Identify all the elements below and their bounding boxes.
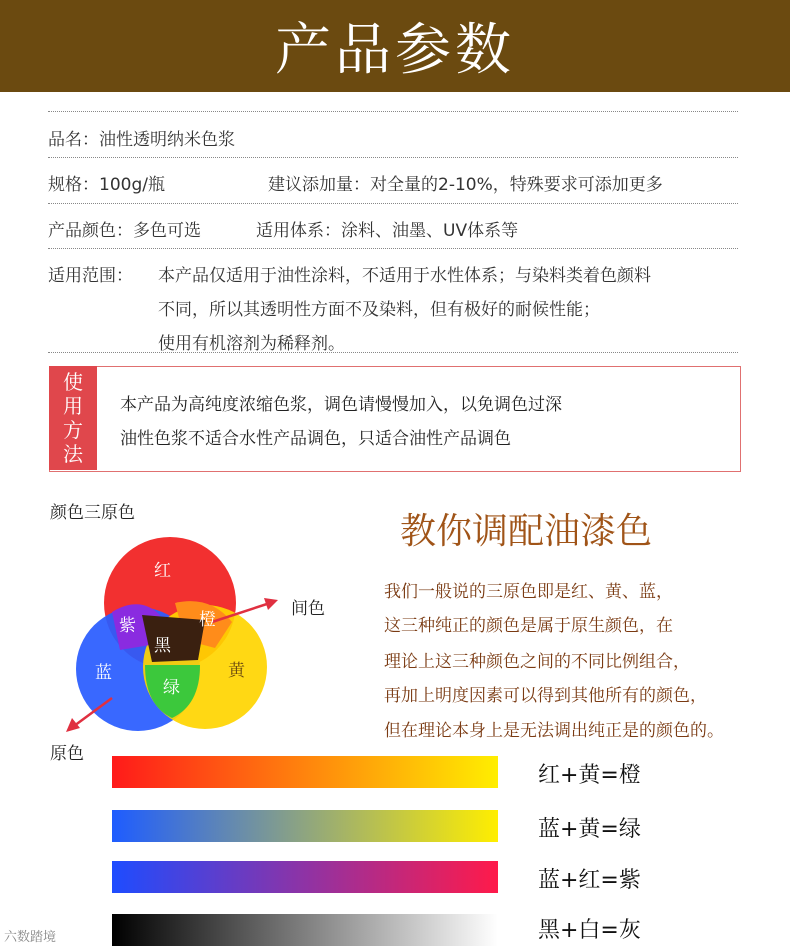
scope-line: 使用有机溶剂为稀释剂。 [158,334,345,354]
secondary-color-label: 间色 [291,599,325,619]
scope-label: 适用范围： [48,266,133,286]
applicable-system: 适用体系：涂料、油墨、UV体系等 [256,221,519,241]
mix-label: 黑+白=灰 [538,918,641,943]
teach-line: 理论上这三种颜色之间的不同比例组合， [384,652,690,672]
teach-line: 但在理论本身上是无法调出纯正是的颜色的。 [384,721,724,741]
purple-label: 紫 [119,616,136,636]
mix-label: 蓝+红=紫 [538,868,641,893]
red-label: 红 [154,561,171,581]
product-spec: 规格：100g/瓶 [48,175,165,195]
usage-line: 油性色浆不适合水性产品调色，只适合油性产品调色 [120,429,511,449]
page-title: 产品参数 [275,18,515,83]
teach-line: 我们一般说的三原色即是红、黄、蓝， [384,582,673,602]
orange-label: 橙 [199,610,216,630]
teach-line: 这三种纯正的颜色是属于原生颜色，在 [384,616,673,636]
primary-colors-title: 颜色三原色 [50,503,135,523]
mix-label: 红+黄=橙 [538,763,641,788]
black-region [142,615,205,662]
usage-label: 使用方法 [49,366,97,470]
yellow-label: 黄 [228,661,245,681]
mix-label: 蓝+黄=绿 [538,817,641,842]
product-name: 品名：油性透明纳米色浆 [48,130,235,150]
gradient-bar-blue-yellow [112,810,498,842]
scope-line: 不同，所以其透明性方面不及染料，但有极好的耐候性能； [158,300,600,320]
primary-arrow-head [66,718,80,732]
black-label: 黑 [154,636,171,656]
secondary-arrow-head [264,598,278,610]
teach-line: 再加上明度因素可以得到其他所有的颜色， [384,686,707,706]
blue-label: 蓝 [95,663,112,683]
teach-title: 教你调配油漆色 [400,511,653,552]
dosage: 建议添加量：对全量的2-10%，特殊要求可添加更多 [268,175,663,195]
green-label: 绿 [163,678,180,698]
usage-line: 本产品为高纯度浓缩色浆，调色请慢慢加入，以免调色过深 [120,395,562,415]
gradient-bar-blue-red [112,861,498,893]
primary-color-label: 原色 [50,744,84,764]
product-colors: 产品颜色：多色可选 [48,221,201,241]
scope-line: 本产品仅适用于油性涂料，不适用于水性体系；与染料类着色颜料 [158,266,651,286]
gradient-bar-black-white [112,914,498,946]
watermark: 六数踏境 [4,930,57,945]
gradient-bar-red-yellow [112,756,498,788]
